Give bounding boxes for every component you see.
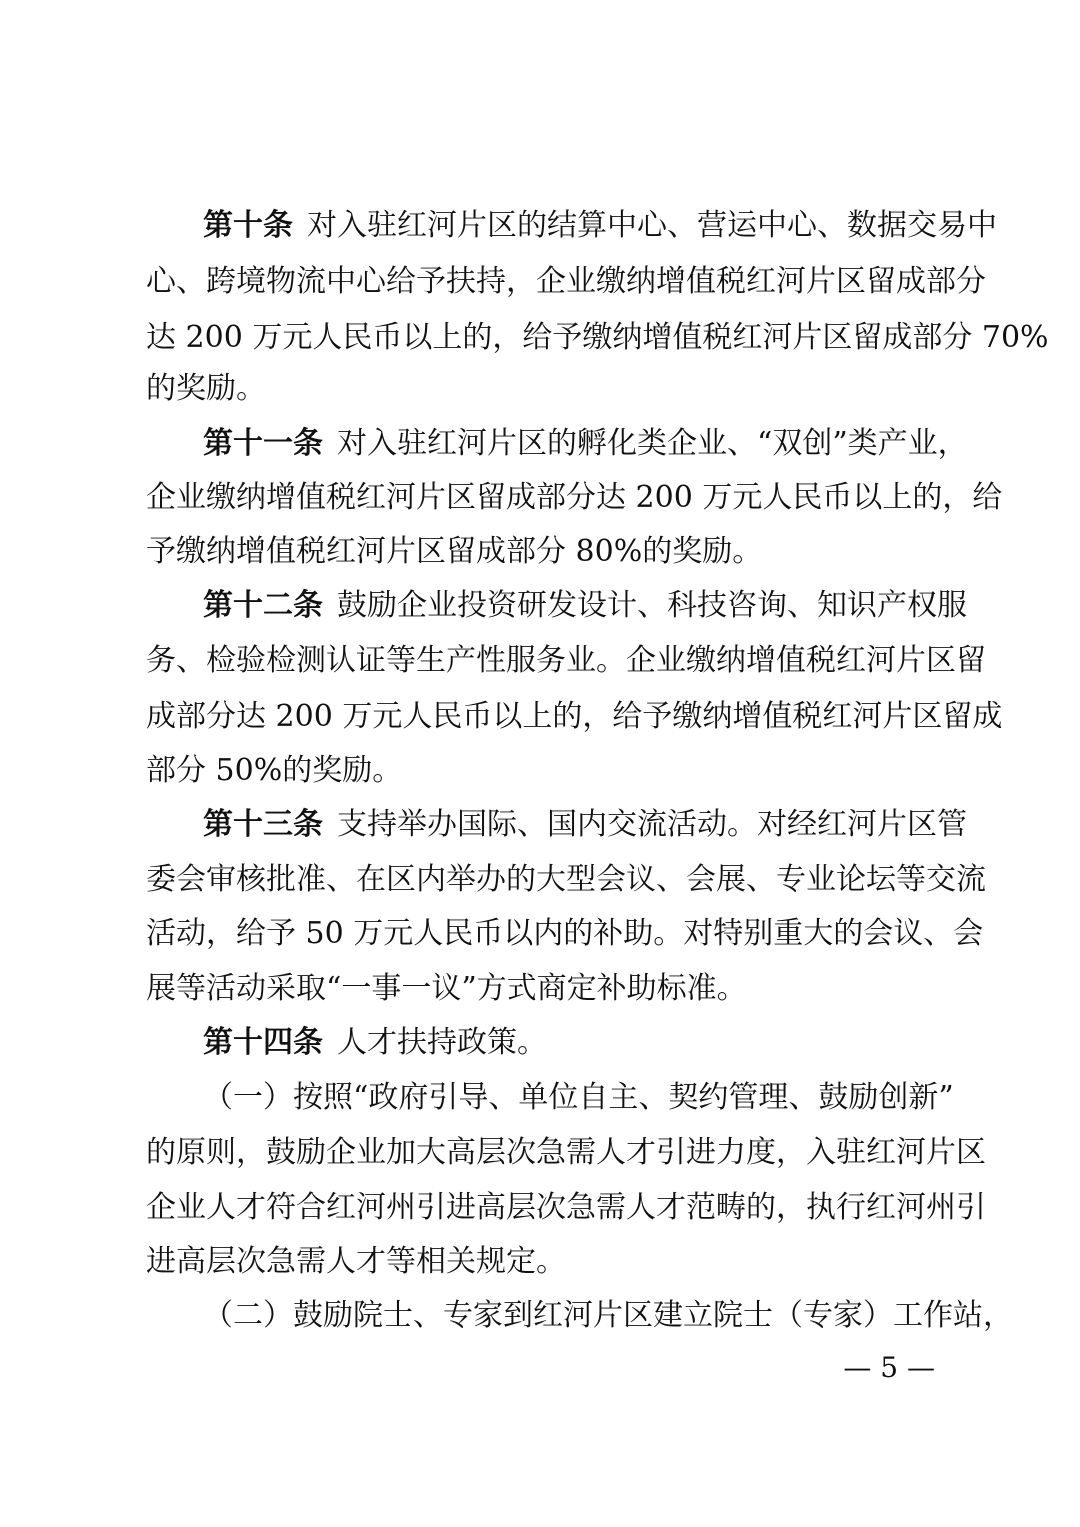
article-12-line-2: 务、检验检测认证等生产性服务业。企业缴纳增值税红河片区留 (146, 643, 986, 678)
article-10-line-2: 心、跨境物流中心给予扶持，企业缴纳增值税红河片区留成部分 (146, 264, 986, 299)
item-1-line-2: 的原则，鼓励企业加大高层次急需人才引进力度，入驻红河片区 (146, 1135, 986, 1170)
article-13-heading: 第十三条 (203, 807, 323, 842)
article-11-line-1 (203, 416, 968, 472)
article-10-line-3: 达 200 万元人民币以上的，给予缴纳增值税红河片区留成部分 70% (146, 320, 1049, 355)
item-1-line-1: （一）按照“政府引导、单位自主、契约管理、鼓励创新” (203, 1080, 954, 1115)
article-14-line-1 (203, 1015, 946, 1071)
article-10-heading: 第十条 (203, 208, 293, 243)
article-12-line-4: 部分 50%的奖励。 (146, 753, 403, 788)
article-10-line-4: 的奖励。 (146, 371, 266, 406)
page-number: — 5 — (843, 1351, 935, 1384)
article-10-text-1: 对入驻红河片区的结算中心、营运中心、数据交易中 (307, 208, 997, 243)
item-2-line-1: （二）鼓励院士、专家到红河片区建立院士（专家）工作站， (203, 1298, 1013, 1333)
article-12-line-3: 成部分达 200 万元人民币以上的，给予缴纳增值税红河片区留成 (146, 699, 1003, 734)
article-13-line-2: 委会审核批准、在区内举办的大型会议、会展、专业论坛等交流 (146, 862, 986, 897)
article-11-line-2: 企业缴纳增值税红河片区留成部分达 200 万元人民币以上的，给 (146, 480, 1003, 515)
article-13-text-1: 支持举办国际、国内交流活动。对经红河片区管 (337, 807, 967, 842)
article-11-line-3: 予缴纳增值税红河片区留成部分 80%的奖励。 (146, 534, 763, 569)
item-1-line-3: 企业人才符合红河州引进高层次急需人才范畴的，执行红河州引 (146, 1190, 986, 1225)
article-12-heading: 第十二条 (203, 588, 323, 623)
article-14-text-1: 人才扶持政策。 (337, 1025, 547, 1060)
article-13-line-3: 活动，给予 50 万元人民币以内的补助。对特别重大的会议、会 (146, 916, 984, 951)
article-10-line-1 (203, 198, 997, 254)
article-13-line-1 (203, 797, 967, 853)
article-12-line-1 (203, 578, 967, 634)
article-13-line-4: 展等活动采取“一事一议”方式商定补助标准。 (146, 971, 747, 1006)
article-12-text-1: 鼓励企业投资研发设计、科技咨询、知识产权服 (337, 588, 967, 623)
item-1-line-4: 进高层次急需人才等相关规定。 (146, 1244, 566, 1279)
article-11-heading: 第十一条 (203, 426, 323, 461)
article-14-heading: 第十四条 (203, 1025, 323, 1060)
article-11-text-1: 对入驻红河片区的孵化类企业、“双创”类产业， (337, 426, 968, 461)
